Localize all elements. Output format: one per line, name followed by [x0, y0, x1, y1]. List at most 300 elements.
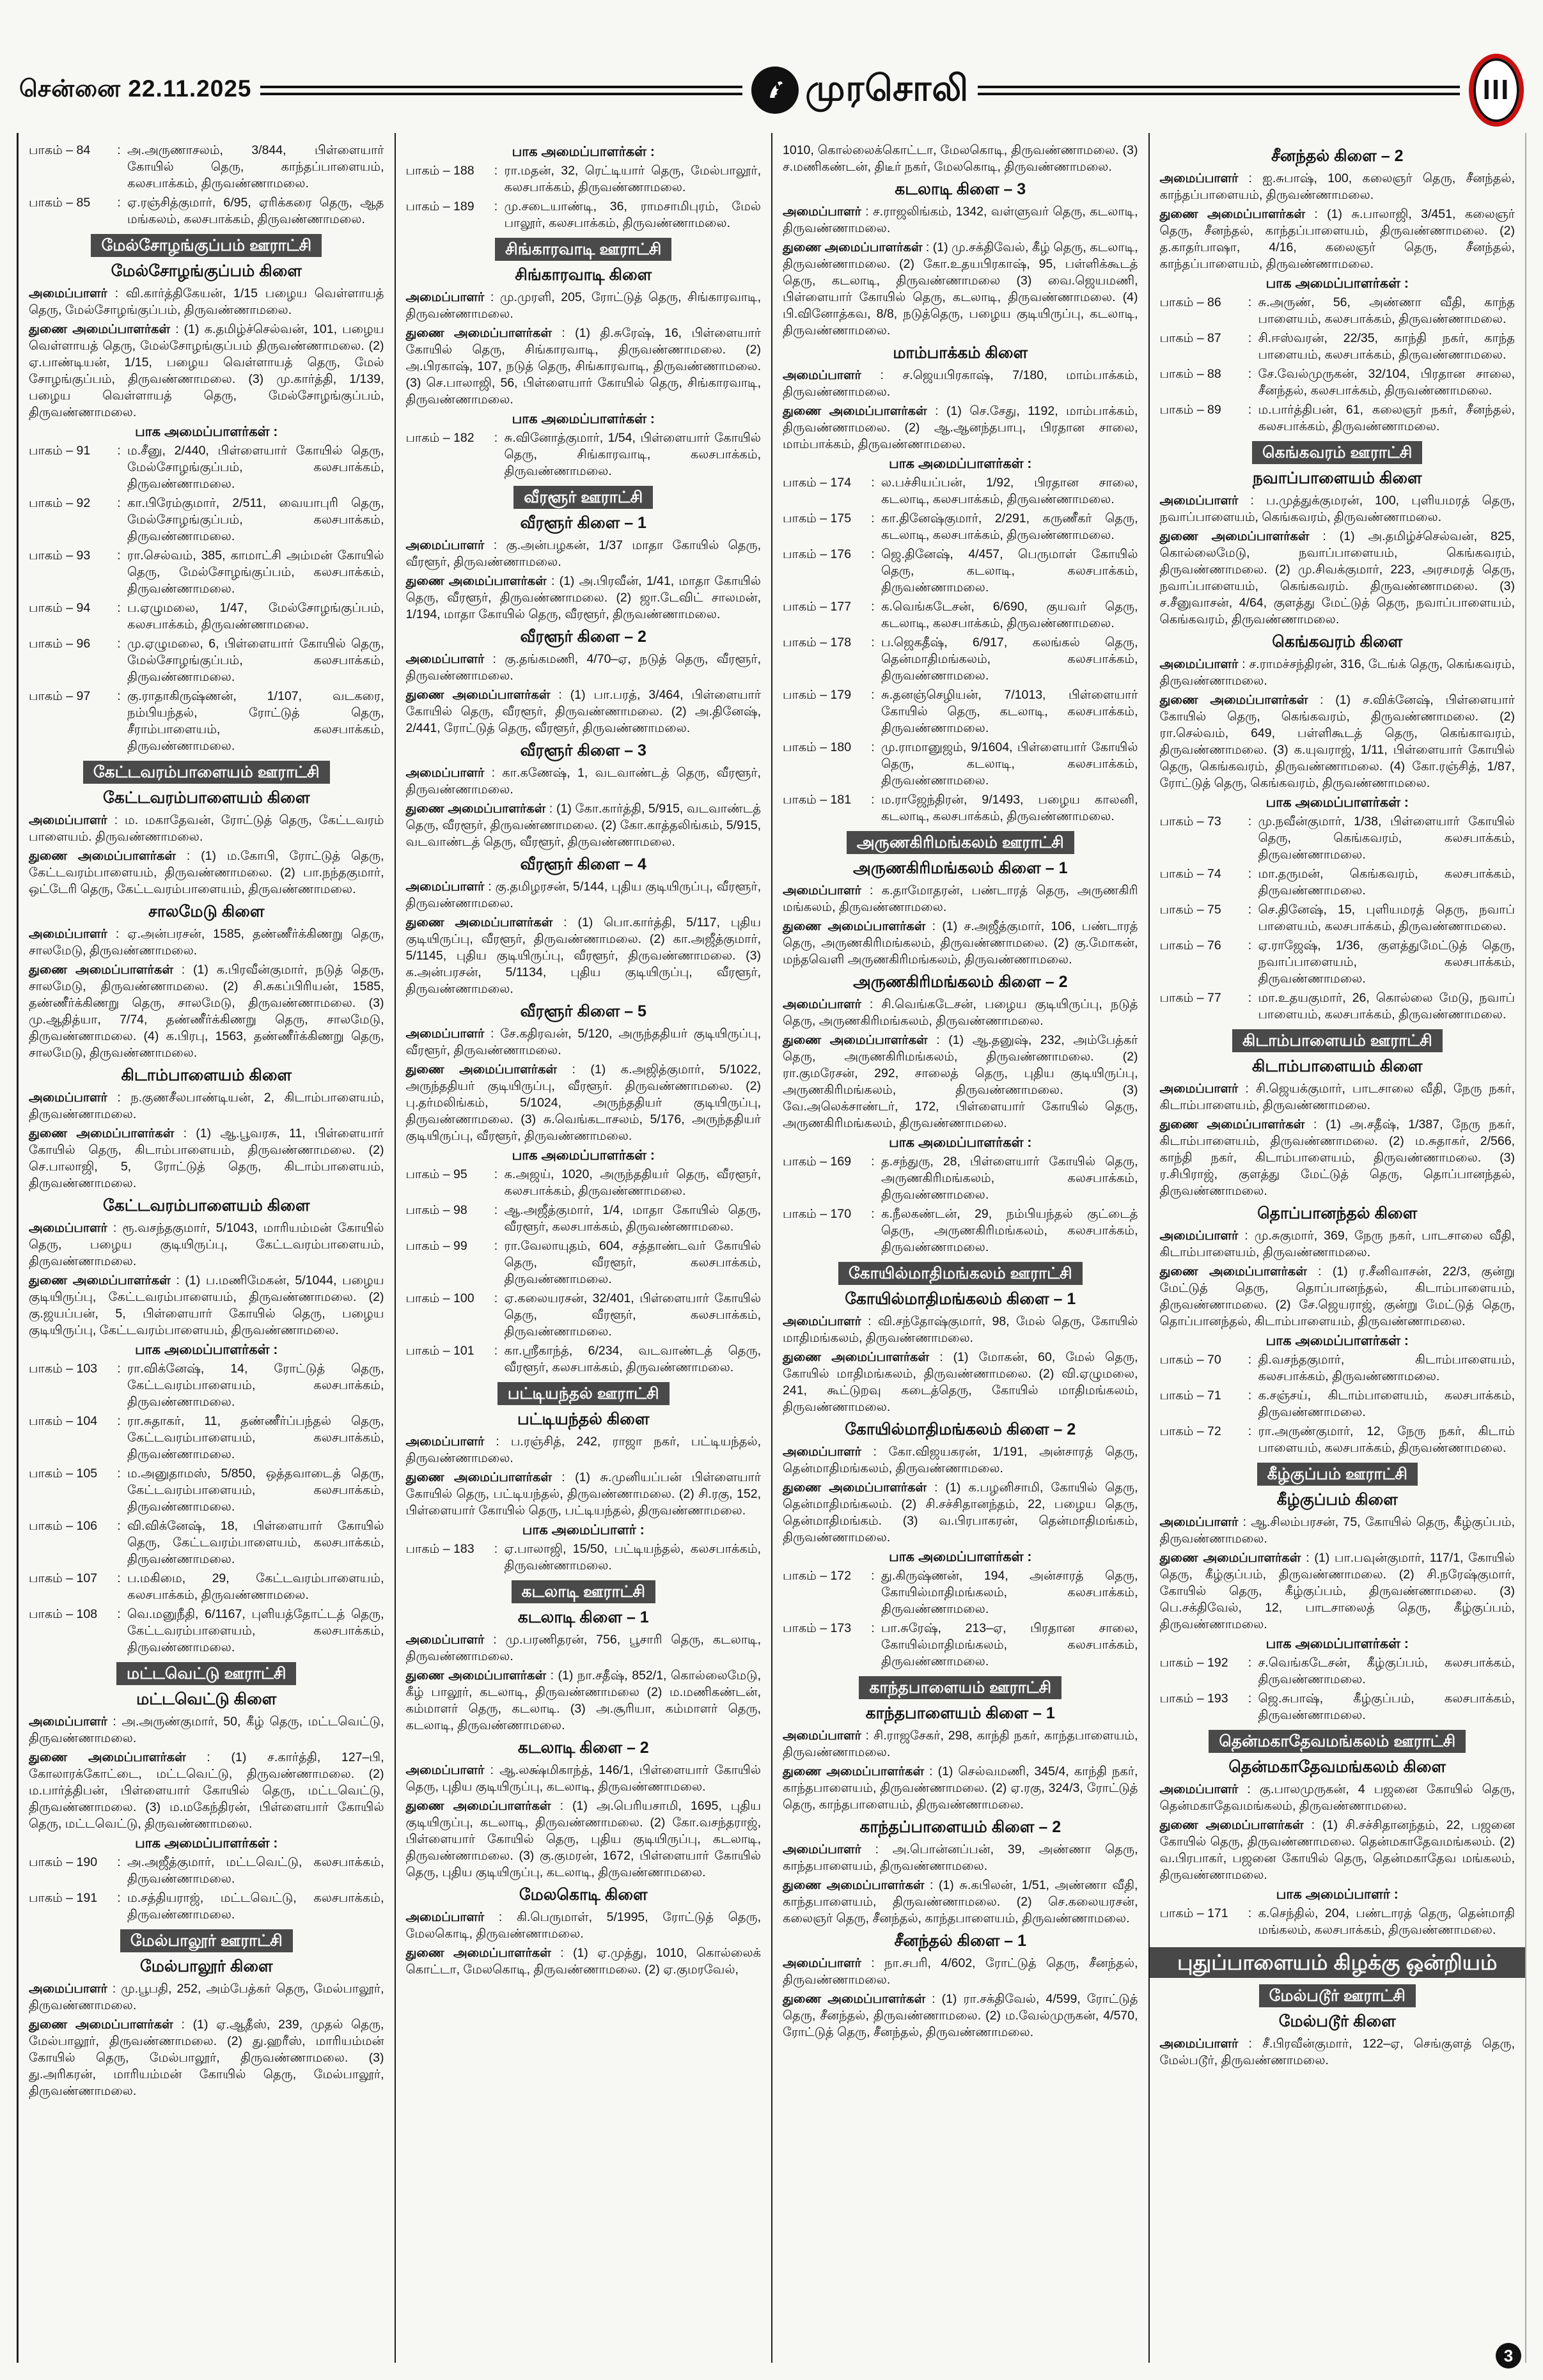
ward-entry: [1160, 813, 1516, 863]
role-paragraph: அமைப்பாளர் : கோ.விஜயகரன், 1/191, அன்சாரத் தெரு, தென்மாதிமங்கலம், திருவண்ணாமலை.: [783, 1445, 1138, 1475]
ward-entry: [406, 430, 762, 479]
role-paragraph: அமைப்பாளர் : ச.ராஜலிங்கம், 1342, வள்ளுவர் தெரு, கடலாடி, திருவண்ணாமலை.: [783, 205, 1138, 235]
ward-entry: [406, 1238, 762, 1287]
ward-colon: :: [871, 1207, 875, 1221]
panchayat-section-header: வீரளூர் ஊராட்சி: [513, 486, 653, 509]
ward-label: பாகம் – 178: [783, 635, 852, 649]
branch-heading: அருணகிரிமங்கலம் கிளை – 1: [853, 859, 1068, 877]
ward-entry: [783, 1153, 1138, 1203]
ward-colon: :: [871, 600, 875, 614]
ward-colon: :: [494, 1291, 498, 1305]
ward-text: ஜெ.தினேஷ், 4/457, பெருமாள் கோயில் தெரு, கடலாடி, கலசபாக்கம், திருவண்ணாமலை.: [881, 547, 1138, 595]
role-paragraph: அமைப்பாளர் : ச.ராமச்சந்திரன், 316, டேங்க் தெரு, கெங்கவரம், திருவண்ணாமலை.: [1159, 657, 1515, 688]
edition-badge-label: III: [1482, 74, 1510, 105]
ward-entry: [29, 688, 384, 754]
role-paragraph: அமைப்பாளர் : சி.ஜெயக்குமார், பாடசாலை வீதி, நேரு நகர், கிடாம்பாளையம், திருவண்ணாமலை.: [1159, 1082, 1515, 1112]
ward-entry: [29, 1606, 384, 1656]
branch-heading: மாம்பாக்கம் கிளை: [893, 344, 1028, 362]
ward-text: ல.பச்சியப்பன், 1/92, பிரதான சாலை, கடலாடி, கலசபாக்கம், திருவண்ணாமலை.: [881, 476, 1138, 506]
role-label: துணை அமைப்பாளர்கள்: [405, 1799, 551, 1813]
role-label: துணை அமைப்பாளர்கள்: [1159, 529, 1310, 543]
ward-list-heading: பாக அமைப்பாளர்கள் :: [1265, 276, 1409, 291]
role-paragraph: துணை அமைப்பாளர்கள் : (1) ம.கோபி, ரோட்டுத் தெரு, கேட்டவரம்பாளையம், திருவண்ணாமலை. (2) பா.நந்தகுமார், ஒட்டேரி தெரு, கேட்டவரம்பாளையம், திருவண்ணாமலை.: [29, 849, 384, 896]
role-label: துணை அமைப்பாளர்கள்: [783, 1350, 930, 1364]
panchayat-section-header: பட்டியந்தல் ஊராட்சி: [497, 1382, 670, 1405]
ward-entry: [1160, 990, 1516, 1023]
role-label: துணை அமைப்பாளர்கள்: [29, 1750, 186, 1764]
role-paragraph: அமைப்பாளர் : சி.வெங்கடேசன், பழைய குடியிருப்பு, நடுத் தெரு, அருணகிரிமங்கலம், திருவண்ணாமலை.: [783, 997, 1138, 1028]
branch-heading: கடலாடி கிளை – 3: [895, 180, 1026, 198]
role-paragraph: துணை அமைப்பாளர்கள் : (1) பொ.கார்த்தி, 5/117, புதிய குடியிருப்பு, வீரளூர், திருவண்ணாமலை. (2) கா.அஜீத்குமார், 5/1145, புதிய குடியிருப்பு, வீரளூர், திருவண்ணாமலை. (3) க.அன்பரசன், 5/1134, புதிய குடியிருப்பு, வீரளூர், திருவண்ணாமலை.: [405, 915, 761, 996]
role-paragraph: துணை அமைப்பாளர்கள் : (1) ச.விக்னேஷ், பிள்ளையார் கோயில் தெரு, கெங்கவரம், திருவண்ணாமலை. (2) ரா.செல்வம், 649, பள்ளிகூடத் தெரு, கெங்காவரம், திருவண்ணாமலை. (3) க.யுவராஜ், 1/11, பிள்ளையார் கோயில் தெரு, கெங்கவரம், திருவண்ணாமலை. (4) கோ.ரஞ்சித், 1/87, ரோட்டுத் தெரு, கெங்கவரம், திருவண்ணாமலை.: [1159, 693, 1515, 790]
role-paragraph: துணை அமைப்பாளர்கள் : (1) ப.மணிமேகன், 5/1044, பழைய குடியிருப்பு, கேட்டவரம்பாளையம், திருவண்ணாமலை. (2) கு.ஜயப்பன், 5, பிள்ளையார் கோயில் தெரு, பழைய குடியிருப்பு, கேட்டவரம்பாளையம், திருவண்ணாமலை.: [29, 1273, 384, 1337]
ward-entry: [1160, 366, 1516, 399]
role-paragraph: அமைப்பாளர் : கு.தமிழரசன், 5/144, புதிய குடியிருப்பு, வீரளூர், திருவண்ணாமலை.: [405, 880, 761, 910]
branch-heading: கேட்டவரம்பாளையம் கிளை: [102, 789, 310, 807]
ward-label: பாகம் – 107: [29, 1571, 98, 1585]
ward-entry: [29, 1854, 384, 1887]
ward-label: பாகம் – 74: [1159, 867, 1221, 881]
role-paragraph: அமைப்பாளர் : ச.ஜெயபிரகாஷ், 7/180, மாம்பாக்கம், திருவண்ணாமலை.: [783, 368, 1138, 399]
role-paragraph: அமைப்பாளர் : வி.கார்த்திகேயன், 1/15 பழைய வெள்ளாயத் தெரு, மேல்சோழங்குப்பம், திருவண்ணாமலை.: [29, 286, 384, 317]
ward-label: பாகம் – 96: [29, 637, 91, 651]
role-paragraph: அமைப்பாளர் : ஏ.அன்பரசன், 1585, தண்ணீர்க்கிணறு தெரு, சாலமேடு, திருவண்ணாமலை.: [29, 927, 384, 958]
ward-label: பாகம் – 100: [405, 1291, 474, 1305]
branch-heading: வீரளூர் கிளை – 3: [520, 742, 646, 759]
role-paragraph: துணை அமைப்பாளர்கள் : (1) சு.முனியப்பன் பிள்ளையார் கோயில் தெரு, பட்டியந்தல், திருவண்ணாமலை. (2) சி.ரகு, 152, பிள்ளையார் கோயில் தெரு, பட்டியந்தல், திருவண்ணாமலை.: [405, 1470, 761, 1518]
ward-entry: [406, 162, 762, 196]
role-label: துணை அமைப்பாளர்கள்: [405, 1668, 547, 1683]
column-4: [1148, 133, 1526, 2363]
ward-colon: :: [117, 548, 121, 563]
ward-colon: :: [494, 1344, 498, 1358]
branch-heading: காந்தபாளையம் கிளை – 1: [865, 1704, 1055, 1722]
role-paragraph: துணை அமைப்பாளர்கள் : (1) ஏ.ஆதீஸ், 239, முதல் தெரு, மேல்பாலூர், திருவண்ணாமலை. (2) து.ஹரீஸ், மாரியம்மன் கோயில் தெரு, மேல்பாலூர், திருவண்ணாமலை. (3) து.அரிகரன், மாரியம்மன் கோயில் தெரு, மேல்பாலூர், திருவண்ணாமலை.: [29, 2018, 384, 2098]
ward-text: மு.ஏழுமலை, 6, பிள்ளையார் கோயில் தெரு, மேல்சோழங்குப்பம், கலசபாக்கம், திருவண்ணாமலை.: [127, 637, 384, 684]
ward-label: பாகம் – 192: [1159, 1656, 1228, 1670]
ward-text: சே.வேல்முருகன், 32/104, பிரதான சாலை, சீனந்தல், கலசபாக்கம், திருவண்ணாமலை.: [1258, 367, 1515, 398]
ward-entry: [29, 1890, 384, 1923]
role-label: அமைப்பாளர்: [783, 1314, 861, 1328]
role-paragraph: அமைப்பாளர் : மு.பரணிதரன், 756, பூசாரி தெரு, கடலாடி, திருவண்ணாமலை.: [405, 1633, 761, 1663]
role-label: துணை அமைப்பாளர்கள்: [1159, 693, 1308, 707]
ward-entry: [783, 546, 1138, 596]
ward-colon: :: [871, 688, 875, 702]
ward-colon: :: [1248, 938, 1252, 953]
role-paragraph: துணை அமைப்பாளர்கள் : (1) சு.பாலாஜி, 3/451, கலைஞர் தெரு, சீனந்தல், காந்தப்பாளையம், திருவண்ணாமலை. (2) த.காதர்பாஷா, 4/16, கலைஞர் தெரு, சீனந்தல், காந்தப்பாளையம், திருவண்ணாமலை.: [1159, 207, 1515, 271]
role-paragraph: அமைப்பாளர் : க.தாமோதரன், பண்டாரத் தெரு, அருணகிரி மங்கலம், திருவண்ணாமலை.: [783, 883, 1138, 914]
role-label: துணை அமைப்பாளர்கள்: [783, 1992, 926, 2006]
ward-colon: :: [871, 1621, 875, 1635]
ward-colon: :: [117, 143, 121, 157]
ward-label: பாகம் – 172: [783, 1569, 852, 1583]
ward-entry: [406, 198, 762, 231]
column-1: [19, 133, 395, 2363]
ward-colon: :: [1248, 1692, 1252, 1706]
ward-label: பாகம் – 175: [783, 511, 852, 525]
panchayat-section-header: தென்மகாதேவமங்கலம் ஊராட்சி: [1209, 1730, 1466, 1753]
role-paragraph: அமைப்பாளர் : அ.பொன்னப்பன், 39, அண்ணா தெரு, காந்தபாளையம், திருவண்ணாமலை.: [783, 1842, 1138, 1873]
role-label: அமைப்பாளர்: [783, 1445, 861, 1459]
ward-colon: :: [117, 1414, 121, 1428]
role-label: துணை அமைப்பாளர்கள்: [1159, 1818, 1304, 1832]
masthead: [751, 66, 969, 114]
ward-list-heading: பாக அமைப்பாளர்கள் :: [889, 1550, 1032, 1564]
ward-colon: :: [1248, 1388, 1252, 1403]
ward-text: சி.ஈஸ்வரன், 22/35, காந்தி நகர், காந்த பாளையம், கலசபாக்கம், திருவண்ணாமலை.: [1258, 331, 1515, 362]
ward-entry: [1160, 901, 1516, 935]
role-paragraph: துணை அமைப்பாளர்கள் : (1) ர.சீனிவாசன், 22/3, குன்று மேட்டுத் தெரு, தொப்பானந்தல், கிடாம்பாளையம், திருவண்ணாமலை. (2) சே.ஜெயராஜ், குன்று மேட்டுத் தெரு, தொப்பானந்தல், கிடாம்பாளையம், திருவண்ணாமலை.: [1159, 1264, 1515, 1328]
ward-text: கு.ராதாகிருஷ்ணன், 1/107, வடகரை, நம்பியந்தல், ரோட்டுத் தெரு, சீராம்பாளையம், கலசபாக்கம், திருவண்ணாமலை.: [127, 689, 384, 753]
ward-colon: :: [117, 1855, 121, 1869]
role-paragraph: துணை அமைப்பாளர்கள் : (1) க.தமிழ்ச்செல்வன், 101, பழைய வெள்ளாயத் தெரு, மேல்சோழங்குப்பம் திருவண்ணாமலை. (2) ஏ.பாண்டியன், 1/15, பழைய வெள்ளாயத் தெரு, மேல் சோழங்குப்பம், திருவண்ணாமலை. (3) மு.கார்த்தி, 1/139, பழைய வெள்ளாயத் தெரு, மேல்சோழங்குப்பம், திருவண்ணாமலை.: [29, 322, 384, 419]
ward-colon: :: [494, 199, 498, 214]
ward-text: வெ.மனுநீதி, 6/1167, புளியத்தோட்டத் தெரு, கேட்டவரம்பாளையம், கலசபாக்கம், திருவண்ணாமலை.: [127, 1607, 384, 1654]
place-date: சென்னை 22.11.2025: [19, 75, 252, 102]
role-label: அமைப்பாளர்: [29, 1091, 107, 1105]
branch-heading: மட்டவெட்டு கிளை: [136, 1690, 277, 1708]
role-paragraph: அமைப்பாளர் : மு.முரளி, 205, ரோட்டுத் தெரு, சிங்காரவாடி, திருவண்ணாமலை.: [405, 290, 761, 321]
ward-colon: :: [494, 1167, 498, 1181]
role-label: அமைப்பாளர்: [405, 1910, 485, 1924]
ward-entry: [1160, 1905, 1516, 1938]
role-label: அமைப்பாளர்: [1159, 1515, 1239, 1529]
ward-label: பாகம் – 93: [29, 548, 91, 563]
ward-text: ஜெ.சுபாஷ், கீழ்குப்பம், கலசபாக்கம், திருவண்ணாமலை.: [1258, 1692, 1515, 1722]
masthead-logo-icon: [751, 66, 799, 114]
ward-label: பாகம் – 174: [783, 476, 852, 490]
ward-text: ரா.அருண்குமார், 12, நேரு நகர், கிடாம் பாளையம், கலசபாக்கம், திருவண்ணாமலை.: [1258, 1424, 1515, 1455]
ward-text: ஏ.கலையரசன், 32/401, பிள்ளையார் கோயில் தெரு, வீரளூர், கலசபாக்கம், திருவண்ணாமலை.: [504, 1291, 761, 1339]
ward-colon: :: [871, 511, 875, 525]
role-label: துணை அமைப்பாளர்கள்: [405, 688, 551, 702]
ward-label: பாகம் – 106: [29, 1519, 98, 1533]
role-paragraph: அமைப்பாளர் : ந.குணசீலபாண்டியன், 2, கிடாம்பாளையம், திருவண்ணாமலை.: [29, 1091, 384, 1121]
ward-label: பாகம் – 99: [405, 1239, 467, 1253]
ward-text: அ.அஜீத்குமார், மட்டவெட்டு, கலசபாக்கம், திருவண்ணாமலை.: [127, 1855, 384, 1886]
ward-label: பாகம் – 103: [29, 1362, 98, 1376]
role-label: துணை அமைப்பாளர்கள்: [783, 1764, 925, 1778]
panchayat-section-header: மேல்பாலூர் ஊராட்சி: [120, 1929, 293, 1952]
ward-entry: [29, 547, 384, 597]
role-label: துணை அமைப்பாளர்கள்: [405, 1062, 558, 1077]
ward-text: ரா.சுதாகர், 11, தண்ணீர்ப்பந்தல் தெரு, கேட்டவரம்பாளையம், கலசபாக்கம், திருவண்ணாமலை.: [127, 1414, 384, 1461]
ward-label: பாகம் – 85: [29, 196, 91, 210]
role-label: அமைப்பாளர்: [1159, 494, 1239, 508]
ward-entry: [1160, 330, 1516, 363]
branch-heading: சீனந்தல் கிளை – 1: [894, 1932, 1026, 1950]
ward-colon: :: [1248, 331, 1252, 345]
role-paragraph: அமைப்பாளர் : கி.பெருமாள், 5/1995, ரோட்டுத் தெரு, மேலகொடி, திருவண்ணாமலை.: [405, 1910, 761, 1941]
role-label: அமைப்பாளர்: [1159, 1782, 1239, 1796]
continuation-paragraph: 1010, கொல்லைக்கொட்டா, மேலகொடி, திருவண்ணாமலை. (3) ச.மணிகண்டன், திடீர் நகர், மேலகொடி, திருவண்ணாமலை.: [783, 143, 1138, 174]
ward-label: பாகம் – 101: [405, 1344, 474, 1358]
panchayat-section-header: கிடாம்பாளையம் ஊராட்சி: [1232, 1029, 1443, 1052]
ward-entry: [783, 739, 1138, 789]
ward-colon: :: [117, 1466, 121, 1481]
ward-text: க.வெங்கடேசன், 6/690, குயவர் தெரு, கடலாடி, கலசபாக்கம், திருவண்ணாமலை.: [881, 600, 1138, 630]
role-label: துணை அமைப்பாளர்கள்: [783, 1033, 928, 1047]
role-label: துணை அமைப்பாளர்கள்: [29, 322, 171, 336]
role-label: அமைப்பாளர்: [29, 286, 107, 300]
ward-colon: :: [494, 1542, 498, 1556]
ward-colon: :: [494, 1203, 498, 1217]
ward-list-heading: பாக அமைப்பாளர்கள் :: [512, 144, 655, 159]
role-label: துணை அமைப்பாளர்கள்: [1159, 1264, 1307, 1279]
ward-entry: [783, 634, 1138, 684]
panchayat-section-header: சிங்காரவாடி ஊராட்சி: [495, 238, 671, 261]
branch-heading: கடலாடி கிளை – 2: [517, 1739, 649, 1757]
branch-heading: தொப்பானந்தல் கிளை: [1257, 1204, 1418, 1222]
ward-label: பாகம் – 171: [1159, 1906, 1228, 1920]
role-paragraph: அமைப்பாளர் : கு.அன்பழகன், 1/37 மாதா கோயில் தெரு, வீரளூர், திருவண்ணாமலை.: [405, 538, 761, 569]
ward-list-heading: பாக அமைப்பாளர்கள் :: [889, 1135, 1032, 1150]
ward-entry: [406, 1290, 762, 1340]
ward-colon: :: [1248, 1906, 1252, 1920]
ward-entry: [406, 1541, 762, 1574]
panchayat-section-header: மேல்படூர் ஊராட்சி: [1259, 1984, 1416, 2007]
ward-text: மு.ராமானுஜம், 9/1604, பிள்ளையார் கோயில் தெரு, கடலாடி, கலசபாக்கம், திருவண்ணாமலை.: [881, 740, 1138, 788]
ward-label: பாகம் – 98: [405, 1203, 467, 1217]
ward-entry: [29, 1413, 384, 1463]
ward-label: பாகம் – 105: [29, 1466, 98, 1481]
branch-heading: வீரளூர் கிளை – 2: [520, 628, 646, 646]
role-paragraph: துணை அமைப்பாளர்கள் : (1) ஆ.பூவரசு, 11, பிள்ளையார் கோயில் தெரு, கிடாம்பாளையம், திருவண்ணாமலை. (2) செ.பாலாஜி, 5, ரோட்டுத் தெரு, கிடாம்பாளையம், திருவண்ணாமலை.: [29, 1126, 384, 1190]
ward-label: பாகம் – 87: [1159, 331, 1221, 345]
role-label: அமைப்பாளர்: [1159, 1082, 1239, 1096]
ward-label: பாகம் – 92: [29, 496, 91, 510]
ward-entry: [1160, 1351, 1516, 1385]
ward-text: செ.தினேஷ், 15, புளியமரத் தெரு, நவாப் பாளையம், கலசபாக்கம், திருவண்ணாமலை.: [1258, 903, 1515, 933]
ward-text: ம.பார்த்திபன், 61, கலைஞர் நகர், சீனந்தல், கலசபாக்கம், திருவண்ணாமலை.: [1258, 403, 1515, 433]
ward-colon: :: [871, 793, 875, 807]
panchayat-section-header: மட்டவெட்டு ஊராட்சி: [116, 1662, 296, 1685]
role-paragraph: துணை அமைப்பாளர்கள் : (1) ஆ.தனுஷ், 232, அம்பேத்கர் தெரு, அருணகிரிமங்கலம், திருவண்ணாமலை. (2) ரா.குமரேசன், 292, சாலைத் தெரு, புதிய குடியிருப்பு, அருணகிரிமங்கலம், திருவண்ணாமலை. (3) வே.அலெக்சாண்டர், 172, பிள்ளையார் கோயில் தெரு, அருணகிரிமங்கலம், திருவண்ணாமலை.: [783, 1033, 1138, 1130]
ward-text: கா.பிரேம்குமார், 2/511, வையாபுரி தெரு, மேல்சோழங்குப்பம், கலசபாக்கம், திருவண்ணாமலை.: [127, 496, 384, 543]
role-label: துணை அமைப்பாளர்கள்: [405, 1946, 551, 1960]
branch-heading: காந்தப்பாளையம் கிளை – 2: [859, 1818, 1061, 1836]
ward-list-heading: பாக அமைப்பாளர்கள் :: [1265, 1334, 1409, 1348]
role-label: அமைப்பாளர்: [405, 290, 485, 304]
ward-label: பாகம் – 91: [29, 444, 91, 458]
ward-entry: [29, 1518, 384, 1567]
ward-entry: [406, 1166, 762, 1199]
branch-heading: கெங்கவரம் கிளை: [1272, 633, 1403, 651]
role-label: துணை அமைப்பாளர்கள்: [783, 240, 923, 254]
role-label: துணை அமைப்பாளர்கள்: [405, 574, 547, 588]
role-paragraph: துணை அமைப்பாளர்கள் : (1) அ.பிரவீன், 1/41, மாதா கோயில் தெரு, வீரளூர், திருவண்ணாமலை. (2) ஜா.டேவிட் சாலமன், 1/194, மாதா கோயில் தெரு, வீரளூர், திருவண்ணாமலை.: [405, 574, 761, 621]
ward-label: பாகம் – 86: [1159, 295, 1221, 309]
ward-text: கா.தினேஷ்குமார், 2/291, கருணீகர் தெரு, கடலாடி, கலசபாக்கம், திருவண்ணாமலை.: [881, 511, 1138, 542]
column-2: [395, 133, 772, 2363]
branch-heading: கோயில்மாதிமங்கலம் கிளை – 2: [845, 1420, 1076, 1438]
ward-label: பாகம் – 84: [29, 143, 91, 157]
edition-badge: [1469, 54, 1524, 127]
ward-label: பாகம் – 104: [29, 1414, 98, 1428]
role-label: அமைப்பாளர்: [405, 1027, 485, 1041]
ward-colon: :: [1248, 403, 1252, 417]
ward-list-heading: பாக அமைப்பாளர்கள் :: [135, 424, 278, 439]
ward-colon: :: [494, 164, 498, 178]
ward-list-heading: பாக அமைப்பாளர்கள் :: [889, 456, 1032, 471]
ward-label: பாகம் – 76: [1159, 938, 1221, 953]
role-paragraph: அமைப்பாளர் : சே.கதிரவன், 5/120, அருந்ததியர் குடியிருப்பு, வீரளூர், திருவண்ணாமலை.: [405, 1027, 761, 1057]
role-paragraph: அமைப்பாளர் : சி.ராஜசேகர், 298, காந்தி நகர், காந்தபாளையம், திருவண்ணாமலை.: [783, 1729, 1138, 1759]
ward-list-heading: பாக அமைப்பாளர்கள் :: [1265, 1637, 1409, 1651]
role-label: அமைப்பாளர்: [405, 1633, 485, 1647]
ward-colon: :: [871, 740, 875, 754]
ward-entry: [1160, 1387, 1516, 1420]
role-label: துணை அமைப்பாளர்கள்: [405, 802, 546, 816]
panchayat-section-header: அருணகிரிமங்கலம் ஊராட்சி: [847, 831, 1074, 854]
role-label: அமைப்பாளர்: [1159, 171, 1239, 185]
role-label: அமைப்பாளர்: [405, 1435, 485, 1449]
ward-label: பாகம் – 97: [29, 689, 91, 703]
ward-list-heading: பாக அமைப்பாளர் :: [522, 1523, 645, 1537]
role-paragraph: அமைப்பாளர் : நா.சபரி, 4/602, ரோட்டுத் தெரு, சீனந்தல், திருவண்ணாமலை.: [783, 1956, 1138, 1987]
branch-heading: அருணகிரிமங்கலம் கிளை – 2: [853, 973, 1068, 991]
role-paragraph: அமைப்பாளர் : ப.ரஞ்சித், 242, ராஜா நகர், பட்டியந்தல், திருவண்ணாமலை.: [405, 1435, 761, 1465]
ward-colon: :: [871, 1155, 875, 1169]
ward-label: பாகம் – 77: [1159, 991, 1221, 1005]
role-paragraph: துணை அமைப்பாளர்கள் : (1) பா.பரத், 3/464, பிள்ளையார் கோயில் தெரு, வீரளூர், திருவண்ணாமலை. (2) அ.தினேஷ், 2/441, ரோட்டுத் தெரு, வீரளூர், திருவண்ணாமலை.: [405, 688, 761, 735]
branch-heading: கிடாம்பாளையம் கிளை: [121, 1066, 292, 1084]
ward-entry: [406, 1202, 762, 1235]
ward-text: ச.வெங்கடேசன், கீழ்குப்பம், கலசபாக்கம், திருவண்ணாமலை.: [1258, 1656, 1515, 1686]
ward-entry: [783, 474, 1138, 508]
role-paragraph: துணை அமைப்பாளர்கள் : (1) க.அஜித்குமார், 5/1022, அருந்ததியர் குடியிருப்பு, வீரளூர். திருவண்ணாமலை. (2) பு.தர்மலிங்கம், 5/1024, அருந்ததியர் குடியிருப்பு, திருவண்ணாமலை. (3) சு.வெங்கடாசலம், 5/176, அருந்ததியர் குடியிருப்பு, வீரளூர், திருவண்ணாமலை.: [405, 1062, 761, 1143]
ward-colon: :: [117, 601, 121, 615]
ward-text: ஏ.பாலாஜி, 15/50, பட்டியந்தல், கலசபாக்கம், திருவண்ணாமலை.: [504, 1542, 761, 1573]
column-3: [771, 133, 1148, 2363]
ward-list-heading: பாக அமைப்பாளர்கள் :: [512, 412, 655, 426]
role-label: துணை அமைப்பாளர்கள்: [783, 919, 926, 933]
ward-entry: [1160, 294, 1516, 327]
ward-text: வி.விக்னேஷ், 18, பிள்ளையார் கோயில் தெரு, கேட்டவரம்பாளையம், கலசபாக்கம், திருவண்ணாமலை.: [127, 1519, 384, 1566]
role-paragraph: அமைப்பாளர் : மு.சுகுமார், 369, நேரு நகர், பாடசாலை வீதி, கிடாம்பாளையம், திருவண்ணாமலை.: [1159, 1229, 1515, 1259]
ward-label: பாகம் – 169: [783, 1155, 852, 1169]
ward-text: ம.சத்தியராஜ், மட்டவெட்டு, கலசபாக்கம், திருவண்ணாமலை.: [127, 1891, 384, 1922]
role-label: அமைப்பாளர்: [405, 766, 485, 780]
ward-entry: [29, 1360, 384, 1410]
ward-list-heading: பாக அமைப்பாளர் :: [1276, 1887, 1398, 1902]
ward-colon: :: [871, 547, 875, 561]
ward-entry: [783, 687, 1138, 736]
ward-entry: [406, 1342, 762, 1376]
role-paragraph: துணை அமைப்பாளர்கள் : (1) ச.கார்த்தி, 127–பி, கோலாரக்கோட்டை, மட்டவெட்டு, திருவண்ணாமலை. (2) ம.பார்த்திபன், பிள்ளையார் கோயில் தெரு, மட்டவெட்டு, திருவண்ணாமலை. (3) ம.மகேந்திரன், பிள்ளையார் கோயில் தெரு, மட்டவெட்டு, திருவண்ணாமலை.: [29, 1750, 384, 1831]
branch-heading: வீரளூர் கிளை – 4: [520, 855, 646, 873]
ward-text: து.கிருஷ்ணன், 194, அன்சாரத் தெரு, கோயில்மாதிமங்கலம், கலசபாக்கம், திருவண்ணாமலை.: [881, 1569, 1138, 1616]
role-label: அமைப்பாளர்: [405, 652, 485, 666]
ward-colon: :: [117, 1891, 121, 1905]
ward-colon: :: [1248, 991, 1252, 1005]
role-paragraph: துணை அமைப்பாளர்கள் : (1) ஏ.முத்து, 1010, கொல்லைக் கொட்டா, மேலகொடி, திருவண்ணாமலை. (2) ஏ.குமரவேல்,: [405, 1946, 761, 1977]
role-paragraph: அமைப்பாளர் : ஐ.சுபாஷ், 100, கலைஞர் தெரு, சீனந்தல், காந்தப்பாளையம், திருவண்ணாமலை.: [1159, 171, 1515, 202]
ward-text: ப.ஏழுமலை, 1/47, மேல்சோழங்குப்பம், கலசபாக்கம், திருவண்ணாமலை.: [127, 601, 384, 632]
role-label: துணை அமைப்பாளர்கள்: [29, 2018, 173, 2032]
ward-entry: [783, 1206, 1138, 1256]
ward-text: தி.வசந்தகுமார், கிடாம்பாளையம், கலசபாக்கம், திருவண்ணாமலை.: [1258, 1353, 1515, 1383]
header-rule-right: [978, 86, 1460, 95]
role-label: துணை அமைப்பாளர்கள்: [783, 404, 927, 418]
panchayat-section-header: மேல்சோழங்குப்பம் ஊராட்சி: [91, 234, 322, 257]
ward-label: பாகம் – 108: [29, 1607, 98, 1621]
role-label: துணை அமைப்பாளர்கள்: [783, 1878, 925, 1892]
role-label: துணை அமைப்பாளர்கள்: [405, 326, 552, 340]
ward-text: க.சஞ்சய், கிடாம்பாளையம், கலசபாக்கம், திருவண்ணாமலை.: [1258, 1388, 1515, 1419]
ward-colon: :: [117, 496, 121, 510]
role-paragraph: துணை அமைப்பாளர்கள் : (1) தி.சுரேஷ், 16, பிள்ளையார் கோயில் தெரு, சிங்காரவாடி, திருவண்ணாமலை. (2) அ.பிரகாஷ், 107, நடுத் தெரு, சிங்காரவாடி, திருவண்ணாமலை. (3) செ.பாலாஜி, 56, பிள்ளையார் கோயில் தெரு, சிங்காரவாடி, திருவண்ணாமலை.: [405, 326, 761, 407]
ward-entry: [1160, 937, 1516, 987]
ward-colon: :: [117, 1362, 121, 1376]
ward-entry: [1160, 401, 1516, 435]
role-label: அமைப்பாளர்: [783, 1842, 861, 1856]
branch-heading: சாலமேடு கிளை: [148, 903, 265, 921]
ward-colon: :: [117, 1607, 121, 1621]
ward-colon: :: [1248, 903, 1252, 917]
masthead-title: முரசொலி: [805, 67, 969, 108]
branch-heading: வீரளூர் கிளை – 1: [520, 514, 646, 532]
role-label: அமைப்பாளர்: [783, 205, 861, 219]
branch-heading: கீழ்குப்பம் கிளை: [1276, 1491, 1398, 1509]
role-label: அமைப்பாளர்: [29, 1982, 107, 1996]
role-label: துணை அமைப்பாளர்கள்: [783, 1481, 927, 1495]
role-paragraph: துணை அமைப்பாளர்கள் : (1) க.பழனிசாமி, கோயில் தெரு, தென்மாதிமங்கலம். (2) சி.சச்சிதானந்தம், 22, பழைய தெரு, தென்மாதிமங்கம். (3) வ.பிரபாகரன், தென்மாதிமங்கம், திருவண்ணாமலை.: [783, 1481, 1138, 1544]
ward-label: பாகம் – 89: [1159, 403, 1221, 417]
role-label: துணை அமைப்பாளர்கள்: [1159, 1117, 1305, 1132]
ward-entry: [783, 598, 1138, 632]
role-label: அமைப்பாளர்: [405, 1763, 485, 1777]
panchayat-section-header: காந்தபாளையம் ஊராட்சி: [859, 1676, 1061, 1699]
ward-colon: :: [1248, 814, 1252, 828]
ward-label: பாகம் – 182: [405, 431, 474, 445]
branch-heading: மேலகொடி கிளை: [519, 1886, 648, 1904]
ward-text: ஆ.அஜீத்குமார், 1/4, மாதா கோயில் தெரு, வீரளூர், கலசபாக்கம், திருவண்ணாமலை.: [504, 1203, 761, 1234]
ward-list-heading: பாக அமைப்பாளர்கள் :: [512, 1148, 655, 1163]
ward-text: ம.சீனு, 2/440, பிள்ளையார் கோயில் தெரு, மேல்சோழங்குப்பம், கலசபாக்கம், திருவண்ணாமலை.: [127, 444, 384, 491]
ward-colon: :: [1248, 867, 1252, 881]
ward-colon: :: [117, 689, 121, 703]
ward-entry: [1160, 1690, 1516, 1723]
ward-entry: [1160, 1654, 1516, 1688]
ward-label: பாகம் – 95: [405, 1167, 467, 1181]
ward-entry: [783, 510, 1138, 543]
ward-entry: [29, 635, 384, 685]
branch-heading: சீனந்தல் கிளை – 2: [1271, 147, 1404, 165]
ward-entry: [29, 1465, 384, 1515]
ward-label: பாகம் – 181: [783, 793, 852, 807]
ward-entry: [29, 142, 384, 192]
role-label: அமைப்பாளர்: [1159, 1229, 1239, 1243]
role-label: அமைப்பாளர்: [783, 883, 861, 898]
ward-label: பாகம் – 73: [1159, 814, 1221, 828]
role-paragraph: அமைப்பாளர் : ஆ.லக்ஷ்மிகாந்த், 146/1, பிள்ளையார் கோயில் தெரு, புதிய குடியிருப்பு, கடலாடி, திருவண்ணாமலை.: [405, 1763, 761, 1794]
role-paragraph: அமைப்பாளர் : கா.கணேஷ், 1, வடவாண்டத் தெரு, வீரளூர், திருவண்ணாமலை.: [405, 766, 761, 797]
branch-heading: பட்டியந்தல் கிளை: [517, 1410, 650, 1428]
branch-heading: மேல்சோழங்குப்பம் கிளை: [111, 262, 302, 280]
ward-colon: :: [494, 431, 498, 445]
role-paragraph: துணை அமைப்பாளர்கள் : (1) நா.சதீஷ், 852/1, கொல்லைமேடு, கீழ் பாலூர், கடலாடி, திருவண்ணாமலை (2) ம.மணிகண்டன், கம்மாளர் தெரு, கடலாடி. (3) அ.சூரியா, கம்மாளர் தெரு, கடலாடி, திருவண்ணாமலை.: [405, 1668, 761, 1732]
role-paragraph: துணை அமைப்பாளர்கள் : (1) க.பிரவீன்குமார், நடுத் தெரு, சாலமேடு, திருவண்ணாமலை. (2) சி.சுகப்பிரியன், 1585, தண்ணீர்க்கிணறு தெரு, சாலமேடு, திருவண்ணாமலை. (3) மு.ஆதித்யா, 7/74, தண்ணீர்க்கிணறு தெரு, சாலமேடு, திருவண்ணாமலை. (4) க.பிரபு, 1563, தண்ணீர்க்கிணறு தெரு, சாலமேடு, திருவண்ணாமலை.: [29, 963, 384, 1060]
ward-label: பாகம் – 190: [29, 1855, 98, 1869]
role-label: துணை அமைப்பாளர்கள்: [29, 963, 173, 977]
role-paragraph: அமைப்பாளர் : ம. மகாதேவன், ரோட்டுத் தெரு, கேட்டவரம் பாளையம். திருவண்ணாமலை.: [29, 813, 384, 844]
ward-colon: :: [1248, 1424, 1252, 1438]
role-paragraph: அமைப்பாளர் : கு.பாலமுருகன், 4 பஜனை கோயில் தெரு, தென்மகாதேவமங்கலம், திருவண்ணாமலை.: [1159, 1782, 1515, 1813]
header-rule-left: [260, 86, 742, 95]
ward-colon: :: [1248, 1353, 1252, 1367]
ward-text: க.அஜய், 1020, அருந்ததியர் தெரு, வீரளூர், கலசபாக்கம், திருவண்ணாமலை.: [504, 1167, 761, 1198]
